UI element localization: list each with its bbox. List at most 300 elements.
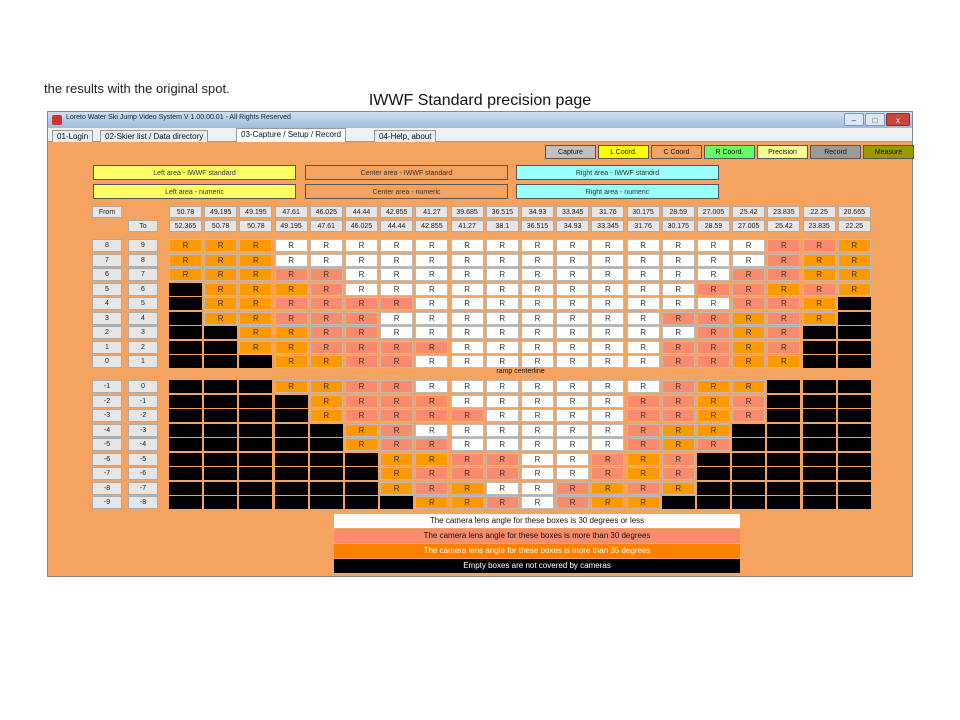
- grid-cell[interactable]: R: [380, 254, 413, 267]
- grid-cell[interactable]: R: [591, 283, 624, 296]
- grid-cell[interactable]: R: [451, 312, 484, 325]
- grid-cell[interactable]: R: [521, 297, 554, 310]
- grid-cell[interactable]: R: [627, 395, 660, 408]
- cut-off-caption: the results with the original spot.: [44, 81, 230, 96]
- grid-cell[interactable]: R: [627, 380, 660, 393]
- grid-cell: [239, 395, 272, 408]
- grid-cell[interactable]: R: [556, 467, 589, 480]
- grid-cell[interactable]: R: [380, 312, 413, 325]
- grid-cell[interactable]: R: [486, 326, 519, 339]
- grid-cell[interactable]: R: [310, 283, 343, 296]
- grid-cell[interactable]: R: [415, 341, 448, 354]
- close-button[interactable]: x: [886, 113, 910, 126]
- grid-cell[interactable]: R: [556, 438, 589, 451]
- grid-cell[interactable]: R: [380, 355, 413, 368]
- grid-cell: [169, 380, 202, 393]
- grid-cell[interactable]: R: [697, 239, 730, 252]
- grid-cell[interactable]: R: [627, 254, 660, 267]
- grid-cell[interactable]: R: [204, 239, 237, 252]
- center-area-iwwf-standard-button[interactable]: Center area - IWWF standard: [305, 165, 508, 180]
- grid-cell[interactable]: R: [451, 341, 484, 354]
- grid-cell[interactable]: R: [345, 239, 378, 252]
- grid-cell[interactable]: R: [697, 254, 730, 267]
- grid-cell[interactable]: R: [803, 239, 836, 252]
- grid-cell[interactable]: R: [275, 268, 308, 281]
- grid-cell[interactable]: R: [556, 482, 589, 495]
- grid-cell[interactable]: R: [591, 467, 624, 480]
- grid-cell[interactable]: R: [345, 341, 378, 354]
- grid-cell[interactable]: R: [345, 424, 378, 437]
- grid-cell[interactable]: R: [521, 268, 554, 281]
- grid-cell[interactable]: R: [415, 424, 448, 437]
- grid-cell[interactable]: R: [838, 283, 871, 296]
- grid-cell[interactable]: R: [591, 453, 624, 466]
- grid-cell[interactable]: R: [732, 409, 765, 422]
- right-area-numeric-button[interactable]: Right area - numeric: [516, 184, 719, 199]
- grid-cell[interactable]: R: [732, 254, 765, 267]
- grid-cell[interactable]: R: [521, 283, 554, 296]
- grid-cell[interactable]: R: [415, 326, 448, 339]
- grid-cell[interactable]: R: [451, 239, 484, 252]
- grid-cell[interactable]: R: [767, 355, 800, 368]
- right-area-iwwf-standard-button[interactable]: Right area - IWWF standrd: [516, 165, 719, 180]
- grid-cell[interactable]: R: [275, 380, 308, 393]
- grid-cell[interactable]: R: [310, 380, 343, 393]
- grid-cell[interactable]: R: [380, 395, 413, 408]
- grid-cell[interactable]: R: [380, 283, 413, 296]
- grid-cell[interactable]: R: [591, 326, 624, 339]
- grid-cell[interactable]: R: [662, 355, 695, 368]
- grid-cell[interactable]: R: [204, 312, 237, 325]
- grid-cell[interactable]: R: [662, 380, 695, 393]
- left-area-numeric-button[interactable]: Left area - numeric: [93, 184, 296, 199]
- grid-cell[interactable]: R: [521, 496, 554, 509]
- grid-cell[interactable]: R: [486, 453, 519, 466]
- grid-cell[interactable]: R: [732, 355, 765, 368]
- grid-cell[interactable]: R: [451, 380, 484, 393]
- grid-cell[interactable]: R: [662, 395, 695, 408]
- grid-cell[interactable]: R: [239, 312, 272, 325]
- precision-page: [48, 142, 912, 576]
- grid-cell[interactable]: R: [521, 467, 554, 480]
- grid-cell[interactable]: R: [732, 380, 765, 393]
- grid-cell[interactable]: R: [415, 409, 448, 422]
- grid-cell[interactable]: R: [838, 268, 871, 281]
- app-window: [47, 111, 913, 577]
- grid-cell[interactable]: R: [591, 297, 624, 310]
- grid-cell[interactable]: R: [732, 268, 765, 281]
- grid-cell[interactable]: R: [239, 326, 272, 339]
- grid-cell[interactable]: R: [486, 283, 519, 296]
- grid-cell[interactable]: R: [451, 355, 484, 368]
- grid-cell[interactable]: R: [486, 355, 519, 368]
- grid-cell[interactable]: R: [591, 496, 624, 509]
- grid-cell[interactable]: R: [732, 297, 765, 310]
- grid-cell[interactable]: R: [556, 341, 589, 354]
- grid-cell[interactable]: R: [697, 297, 730, 310]
- grid-cell[interactable]: R: [662, 453, 695, 466]
- grid-cell[interactable]: R: [275, 239, 308, 252]
- grid-cell[interactable]: R: [380, 424, 413, 437]
- grid-cell[interactable]: R: [627, 239, 660, 252]
- grid-cell: [204, 326, 237, 339]
- grid-cell[interactable]: R: [556, 254, 589, 267]
- grid-cell[interactable]: R: [591, 424, 624, 437]
- grid-cell[interactable]: R: [486, 312, 519, 325]
- grid-cell[interactable]: R: [591, 254, 624, 267]
- grid-cell[interactable]: R: [627, 326, 660, 339]
- grid-cell: [838, 409, 871, 422]
- grid-cell[interactable]: R: [662, 341, 695, 354]
- grid-cell[interactable]: R: [591, 341, 624, 354]
- grid-cell[interactable]: R: [275, 254, 308, 267]
- grid-cell[interactable]: R: [169, 268, 202, 281]
- grid-cell[interactable]: R: [415, 438, 448, 451]
- grid-cell[interactable]: R: [380, 380, 413, 393]
- grid-cell[interactable]: R: [662, 409, 695, 422]
- grid-cell[interactable]: R: [521, 239, 554, 252]
- grid-cell[interactable]: R: [451, 254, 484, 267]
- grid-cell[interactable]: R: [415, 453, 448, 466]
- grid-cell[interactable]: R: [486, 496, 519, 509]
- grid-cell[interactable]: R: [451, 453, 484, 466]
- grid-cell[interactable]: R: [275, 355, 308, 368]
- grid-cell[interactable]: R: [415, 312, 448, 325]
- grid-cell[interactable]: R: [556, 326, 589, 339]
- grid-cell[interactable]: R: [380, 268, 413, 281]
- grid-cell[interactable]: R: [697, 395, 730, 408]
- grid-cell[interactable]: R: [415, 254, 448, 267]
- grid-cell[interactable]: R: [697, 424, 730, 437]
- grid-cell[interactable]: R: [662, 424, 695, 437]
- grid-cell[interactable]: R: [345, 312, 378, 325]
- grid-cell[interactable]: R: [239, 283, 272, 296]
- grid-cell[interactable]: R: [627, 496, 660, 509]
- grid-cell[interactable]: R: [767, 283, 800, 296]
- grid-cell: [803, 409, 836, 422]
- grid-cell[interactable]: R: [204, 254, 237, 267]
- grid-cell[interactable]: R: [591, 482, 624, 495]
- grid-cell[interactable]: R: [486, 395, 519, 408]
- grid-cell[interactable]: R: [697, 409, 730, 422]
- minimize-button[interactable]: –: [844, 113, 864, 126]
- grid-cell[interactable]: R: [451, 297, 484, 310]
- grid-cell[interactable]: R: [556, 312, 589, 325]
- grid-cell[interactable]: R: [451, 424, 484, 437]
- capture-button[interactable]: Capture: [545, 145, 596, 159]
- grid-cell[interactable]: R: [697, 326, 730, 339]
- grid-cell[interactable]: R: [662, 467, 695, 480]
- grid-cell[interactable]: R: [380, 326, 413, 339]
- grid-cell[interactable]: R: [239, 239, 272, 252]
- grid-cell[interactable]: R: [486, 438, 519, 451]
- grid-cell[interactable]: R: [591, 409, 624, 422]
- grid-cell[interactable]: R: [591, 239, 624, 252]
- grid-cell[interactable]: R: [697, 268, 730, 281]
- grid-cell[interactable]: R: [380, 297, 413, 310]
- grid-cell[interactable]: R: [310, 268, 343, 281]
- grid-cell[interactable]: R: [697, 380, 730, 393]
- grid-cell: [803, 482, 836, 495]
- grid-cell[interactable]: R: [345, 283, 378, 296]
- grid-cell[interactable]: R: [521, 438, 554, 451]
- r-coord-button[interactable]: R Coord.: [704, 145, 755, 159]
- grid-cell[interactable]: R: [486, 254, 519, 267]
- grid-cell[interactable]: R: [310, 239, 343, 252]
- grid-cell[interactable]: R: [627, 438, 660, 451]
- grid-cell[interactable]: R: [803, 283, 836, 296]
- grid-cell[interactable]: R: [275, 312, 308, 325]
- measure-button[interactable]: Measure: [863, 145, 914, 159]
- grid-cell[interactable]: R: [556, 496, 589, 509]
- grid-cell[interactable]: R: [732, 395, 765, 408]
- grid-cell[interactable]: R: [556, 355, 589, 368]
- grid-cell[interactable]: R: [310, 312, 343, 325]
- grid-cell[interactable]: R: [486, 409, 519, 422]
- grid-cell[interactable]: R: [662, 312, 695, 325]
- grid-cell[interactable]: R: [451, 268, 484, 281]
- grid-cell[interactable]: R: [415, 297, 448, 310]
- grid-cell[interactable]: R: [415, 482, 448, 495]
- grid-cell[interactable]: R: [415, 283, 448, 296]
- grid-cell[interactable]: R: [803, 312, 836, 325]
- grid-cell[interactable]: R: [556, 409, 589, 422]
- grid-cell[interactable]: R: [310, 254, 343, 267]
- grid-cell[interactable]: R: [556, 453, 589, 466]
- grid-cell[interactable]: R: [556, 424, 589, 437]
- grid-cell[interactable]: R: [275, 283, 308, 296]
- grid-cell[interactable]: R: [380, 467, 413, 480]
- grid-cell[interactable]: R: [591, 438, 624, 451]
- grid-cell[interactable]: R: [767, 254, 800, 267]
- grid-cell[interactable]: R: [415, 268, 448, 281]
- grid-cell[interactable]: R: [451, 409, 484, 422]
- l-coord-button[interactable]: L Coord.: [598, 145, 649, 159]
- grid-cell[interactable]: R: [451, 326, 484, 339]
- grid-cell[interactable]: R: [732, 312, 765, 325]
- grid-cell[interactable]: R: [275, 326, 308, 339]
- grid-cell[interactable]: R: [521, 326, 554, 339]
- grid-cell[interactable]: R: [662, 268, 695, 281]
- grid-cell[interactable]: R: [486, 239, 519, 252]
- grid-cell[interactable]: R: [169, 239, 202, 252]
- c-coord-button[interactable]: C Coord: [651, 145, 702, 159]
- grid-cell[interactable]: R: [591, 395, 624, 408]
- grid-cell[interactable]: R: [662, 283, 695, 296]
- grid-cell[interactable]: R: [556, 283, 589, 296]
- grid-cell[interactable]: R: [239, 254, 272, 267]
- grid-cell[interactable]: R: [486, 467, 519, 480]
- precision-button[interactable]: Precision: [757, 145, 808, 159]
- grid-cell[interactable]: R: [697, 341, 730, 354]
- grid-cell[interactable]: R: [521, 312, 554, 325]
- maximize-button[interactable]: □: [865, 113, 885, 126]
- grid-cell[interactable]: R: [662, 239, 695, 252]
- grid-cell[interactable]: R: [345, 297, 378, 310]
- grid-cell[interactable]: R: [275, 297, 308, 310]
- grid-cell[interactable]: R: [627, 424, 660, 437]
- grid-cell[interactable]: R: [697, 438, 730, 451]
- grid-cell: [169, 326, 202, 339]
- grid-cell[interactable]: R: [732, 239, 765, 252]
- tab-login[interactable]: 01-Login: [52, 130, 93, 142]
- to-value: 46.025: [345, 220, 378, 232]
- grid-cell[interactable]: R: [662, 297, 695, 310]
- grid-cell[interactable]: R: [591, 268, 624, 281]
- grid-cell[interactable]: R: [556, 239, 589, 252]
- grid-cell[interactable]: R: [732, 341, 765, 354]
- grid-cell[interactable]: R: [521, 395, 554, 408]
- grid-cell[interactable]: R: [627, 268, 660, 281]
- center-area-numeric-button[interactable]: Center area - numeric: [305, 184, 508, 199]
- row-to-label: -6: [128, 467, 158, 480]
- grid-cell[interactable]: R: [521, 355, 554, 368]
- tab-help-about[interactable]: 04-Help, about: [374, 130, 436, 142]
- grid-cell[interactable]: R: [627, 467, 660, 480]
- from-value: 50.78: [169, 206, 202, 218]
- grid-cell[interactable]: R: [767, 297, 800, 310]
- grid-cell[interactable]: R: [239, 341, 272, 354]
- grid-cell[interactable]: R: [486, 341, 519, 354]
- grid-cell[interactable]: R: [275, 341, 308, 354]
- grid-cell[interactable]: R: [838, 239, 871, 252]
- row-from-label: 2: [92, 326, 122, 339]
- grid-cell[interactable]: R: [697, 283, 730, 296]
- grid-cell[interactable]: R: [380, 482, 413, 495]
- grid-cell[interactable]: R: [345, 380, 378, 393]
- grid-cell[interactable]: R: [310, 355, 343, 368]
- grid-cell[interactable]: R: [345, 409, 378, 422]
- grid-cell[interactable]: R: [521, 341, 554, 354]
- from-value: 28.59: [662, 206, 695, 218]
- grid-cell[interactable]: R: [803, 254, 836, 267]
- grid-cell[interactable]: R: [204, 268, 237, 281]
- grid-cell[interactable]: R: [451, 482, 484, 495]
- grid-cell[interactable]: R: [521, 482, 554, 495]
- grid-cell[interactable]: R: [732, 283, 765, 296]
- grid-cell[interactable]: R: [310, 341, 343, 354]
- grid-cell[interactable]: R: [380, 341, 413, 354]
- tab-skier-list[interactable]: 02-Skier list / Data directory: [100, 130, 208, 142]
- grid-cell[interactable]: R: [627, 283, 660, 296]
- grid-cell[interactable]: R: [697, 355, 730, 368]
- grid-cell[interactable]: R: [345, 395, 378, 408]
- tab-capture-setup-record[interactable]: 03-Capture / Setup / Record: [236, 128, 346, 142]
- grid-cell[interactable]: R: [345, 355, 378, 368]
- grid-cell[interactable]: R: [767, 341, 800, 354]
- grid-cell[interactable]: R: [310, 395, 343, 408]
- grid-cell[interactable]: R: [767, 312, 800, 325]
- grid-cell[interactable]: R: [591, 355, 624, 368]
- row-from-label: -6: [92, 453, 122, 466]
- grid-cell[interactable]: R: [380, 239, 413, 252]
- grid-cell[interactable]: R: [732, 326, 765, 339]
- grid-cell[interactable]: R: [556, 395, 589, 408]
- grid-cell[interactable]: R: [310, 326, 343, 339]
- grid-cell[interactable]: R: [521, 424, 554, 437]
- grid-cell[interactable]: R: [767, 239, 800, 252]
- grid-cell[interactable]: R: [767, 326, 800, 339]
- grid-cell[interactable]: R: [239, 268, 272, 281]
- grid-cell[interactable]: R: [169, 254, 202, 267]
- grid-cell[interactable]: R: [204, 297, 237, 310]
- from-value: 20.665: [838, 206, 871, 218]
- grid-cell[interactable]: R: [345, 254, 378, 267]
- grid-cell: [204, 496, 237, 509]
- grid-cell[interactable]: R: [380, 438, 413, 451]
- grid-cell[interactable]: R: [380, 409, 413, 422]
- grid-cell[interactable]: R: [556, 268, 589, 281]
- grid-cell[interactable]: R: [486, 268, 519, 281]
- grid-cell[interactable]: R: [345, 326, 378, 339]
- grid-cell[interactable]: R: [310, 409, 343, 422]
- grid-cell: [310, 424, 343, 437]
- grid-cell[interactable]: R: [627, 297, 660, 310]
- row-from-label: -8: [92, 482, 122, 495]
- grid-cell[interactable]: R: [662, 326, 695, 339]
- grid-cell[interactable]: R: [345, 438, 378, 451]
- grid-cell[interactable]: R: [521, 409, 554, 422]
- grid-cell[interactable]: R: [204, 283, 237, 296]
- grid-cell[interactable]: R: [803, 297, 836, 310]
- grid-cell[interactable]: R: [627, 482, 660, 495]
- grid-cell[interactable]: R: [486, 424, 519, 437]
- grid-cell[interactable]: R: [415, 355, 448, 368]
- grid-cell[interactable]: R: [556, 380, 589, 393]
- grid-cell[interactable]: R: [415, 395, 448, 408]
- grid-cell[interactable]: R: [451, 395, 484, 408]
- to-value: 41.27: [451, 220, 484, 232]
- grid-cell[interactable]: R: [486, 482, 519, 495]
- grid-cell[interactable]: R: [239, 297, 272, 310]
- grid-cell[interactable]: R: [415, 380, 448, 393]
- grid-cell[interactable]: R: [627, 341, 660, 354]
- grid-cell[interactable]: R: [521, 254, 554, 267]
- grid-cell[interactable]: R: [627, 409, 660, 422]
- grid-cell[interactable]: R: [451, 496, 484, 509]
- grid-cell[interactable]: R: [486, 380, 519, 393]
- grid-cell[interactable]: R: [451, 467, 484, 480]
- record-button[interactable]: Record: [810, 145, 861, 159]
- grid-cell[interactable]: R: [767, 268, 800, 281]
- grid-cell[interactable]: R: [415, 467, 448, 480]
- grid-cell[interactable]: R: [662, 254, 695, 267]
- grid-cell[interactable]: R: [521, 453, 554, 466]
- grid-cell[interactable]: R: [556, 297, 589, 310]
- grid-cell[interactable]: R: [838, 254, 871, 267]
- grid-cell[interactable]: R: [591, 312, 624, 325]
- left-area-iwwf-standard-button[interactable]: Left area - IWWF standard: [93, 165, 296, 180]
- grid-cell[interactable]: R: [627, 355, 660, 368]
- grid-cell[interactable]: R: [662, 482, 695, 495]
- grid-cell[interactable]: R: [451, 283, 484, 296]
- grid-cell[interactable]: R: [591, 380, 624, 393]
- grid-cell[interactable]: R: [380, 453, 413, 466]
- grid-cell[interactable]: R: [627, 312, 660, 325]
- grid-cell[interactable]: R: [697, 312, 730, 325]
- grid-cell[interactable]: R: [345, 268, 378, 281]
- grid-cell: [838, 326, 871, 339]
- grid-cell[interactable]: R: [486, 297, 519, 310]
- grid-cell[interactable]: R: [627, 453, 660, 466]
- grid-cell[interactable]: R: [310, 297, 343, 310]
- grid-cell[interactable]: R: [415, 496, 448, 509]
- grid-cell[interactable]: R: [803, 268, 836, 281]
- grid-cell[interactable]: R: [521, 380, 554, 393]
- grid-cell[interactable]: R: [451, 438, 484, 451]
- grid-cell[interactable]: R: [415, 239, 448, 252]
- grid-cell[interactable]: R: [662, 438, 695, 451]
